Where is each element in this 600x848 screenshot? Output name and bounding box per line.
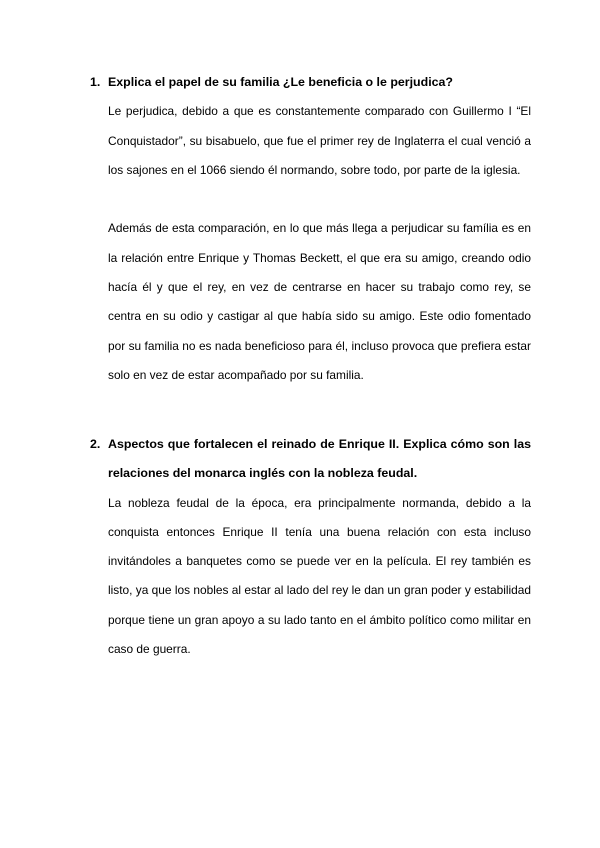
answer-paragraph: La nobleza feudal de la época, era principalmente normanda, debido a la conquista entonces Enrique II tenía una buena relación con esta incluso invitándoles a banquetes como se puede ver en la película. El rey también es listo, ya que los nobles al estar al lado del rey le dan un gran poder y estabilidad porque tiene un gran apoyo a su lado tanto en el ámbito político como militar en caso de guerra. bbox=[108, 495, 531, 657]
question-1 bbox=[90, 68, 531, 390]
question-2 bbox=[90, 430, 531, 664]
question-1-number: 1. bbox=[90, 75, 101, 89]
question-1-answer bbox=[108, 97, 531, 390]
question-2-number: 2. bbox=[90, 437, 101, 451]
question-2-title: Aspectos que fortalecen el reinado de Enrique II. Explica cómo son las relaciones del monarca inglés con la nobleza feudal. bbox=[108, 437, 531, 481]
answer-paragraph: Además de esta comparación, en lo que más llega a perjudicar su família es en la relación entre Enrique y Thomas Beckett, el que era su amigo, creando odio hacía él y que el rey, en vez de centrarse en hacer su trabajo como rey, se centra en su odio y castigar al que había sido su amigo. Este odio fomentado por su familia no es nada beneficioso para él, incluso provoca que prefiera estar solo en vez de estar acompañado por su familia. bbox=[108, 221, 531, 382]
answer-paragraph: Le perjudica, debido a que es constantemente comparado con Guillermo I “El Conquistador”, su bisabuelo, que fue el primer rey de Inglaterra el cual venció a los sajones en el 1066 siendo él normando, sobre todo, por parte de la iglesia. bbox=[108, 104, 531, 177]
question-1-title: Explica el papel de su familia ¿Le beneficia o le perjudica? bbox=[108, 75, 453, 89]
question-2-heading bbox=[90, 430, 531, 489]
question-1-heading bbox=[90, 68, 531, 97]
question-2-answer bbox=[108, 489, 531, 665]
